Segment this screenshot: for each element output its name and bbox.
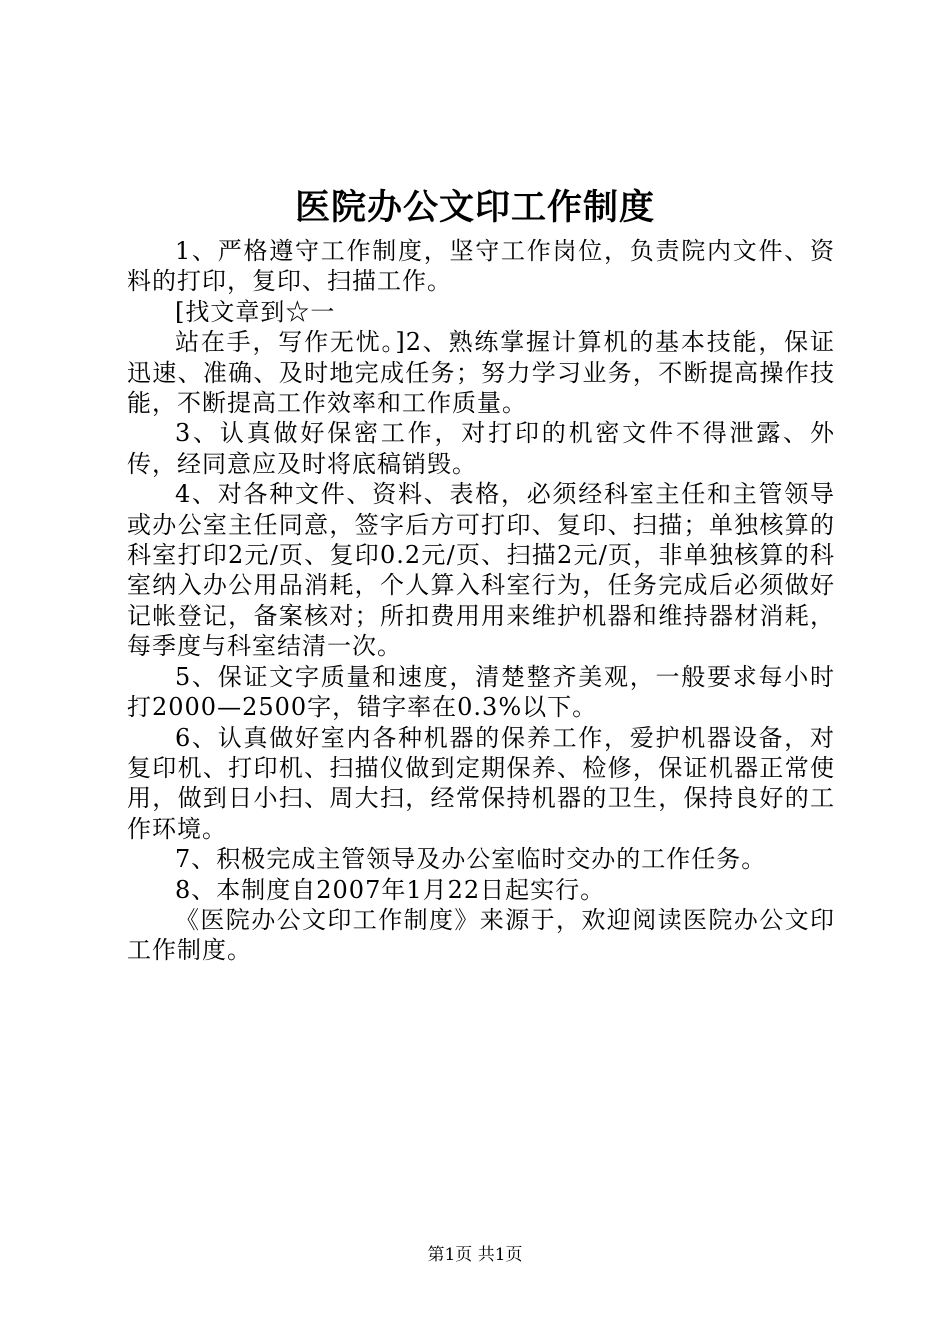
paragraph-2: [找文章到☆一 xyxy=(175,297,336,326)
paragraph-10: 《医院办公文印工作制度》来源于，欢迎阅读医院办公文印工作制度。 xyxy=(127,905,835,965)
paragraph-3: 站在手，写作无忧。]2、熟练掌握计算机的基本技能，保证迅速、准确、及时地完成任务；努力学习业务，不断提高操作技能，不断提高工作效率和工作质量。 xyxy=(127,328,835,418)
paragraph-6: 5、保证文字质量和速度，清楚整齐美观，一般要求每小时打2000—2500字，错字率在0.3%以下。 xyxy=(127,662,835,722)
paragraph-9: 8、本制度自2007年1月22日起实行。 xyxy=(175,875,606,904)
document-title: 医院办公文印工作制度 xyxy=(294,187,655,228)
paragraph-1: 1、严格遵守工作制度，坚守工作岗位，负责院内文件、资料的打印，复印、扫描工作。 xyxy=(127,237,835,296)
paragraph-8: 7、积极完成主管领导及办公室临时交办的工作任务。 xyxy=(175,845,767,874)
paragraph-5: 4、对各种文件、资料、表格，必须经科室主任和主管领导或办公室主任同意，签字后方可打印、复印、扫描；单独核算的科室打印2元/页、复印0.2元/页、扫描2元/页，非单独核算的科室纳入办公用品消耗，个人算入科室行为，任务完成后必须做好记帐登记，备案核对；所扣费用用来维护机器和维持器材消耗，每季度与科室结清一次。 xyxy=(127,480,835,661)
paragraph-7: 6、认真做好室内各种机器的保养工作，爱护机器设备，对复印机、打印机、扫描仪做到定期保养、检修，保证机器正常使用，做到日小扫、周大扫，经常保持机器的卫生，保持良好的工作环境。 xyxy=(127,723,835,843)
document-body xyxy=(127,236,835,966)
page-footer: 第1页 共1页 xyxy=(427,1245,523,1265)
paragraph-4: 3、认真做好保密工作，对打印的机密文件不得泄露、外传，经同意应及时将底稿销毁。 xyxy=(127,419,835,478)
